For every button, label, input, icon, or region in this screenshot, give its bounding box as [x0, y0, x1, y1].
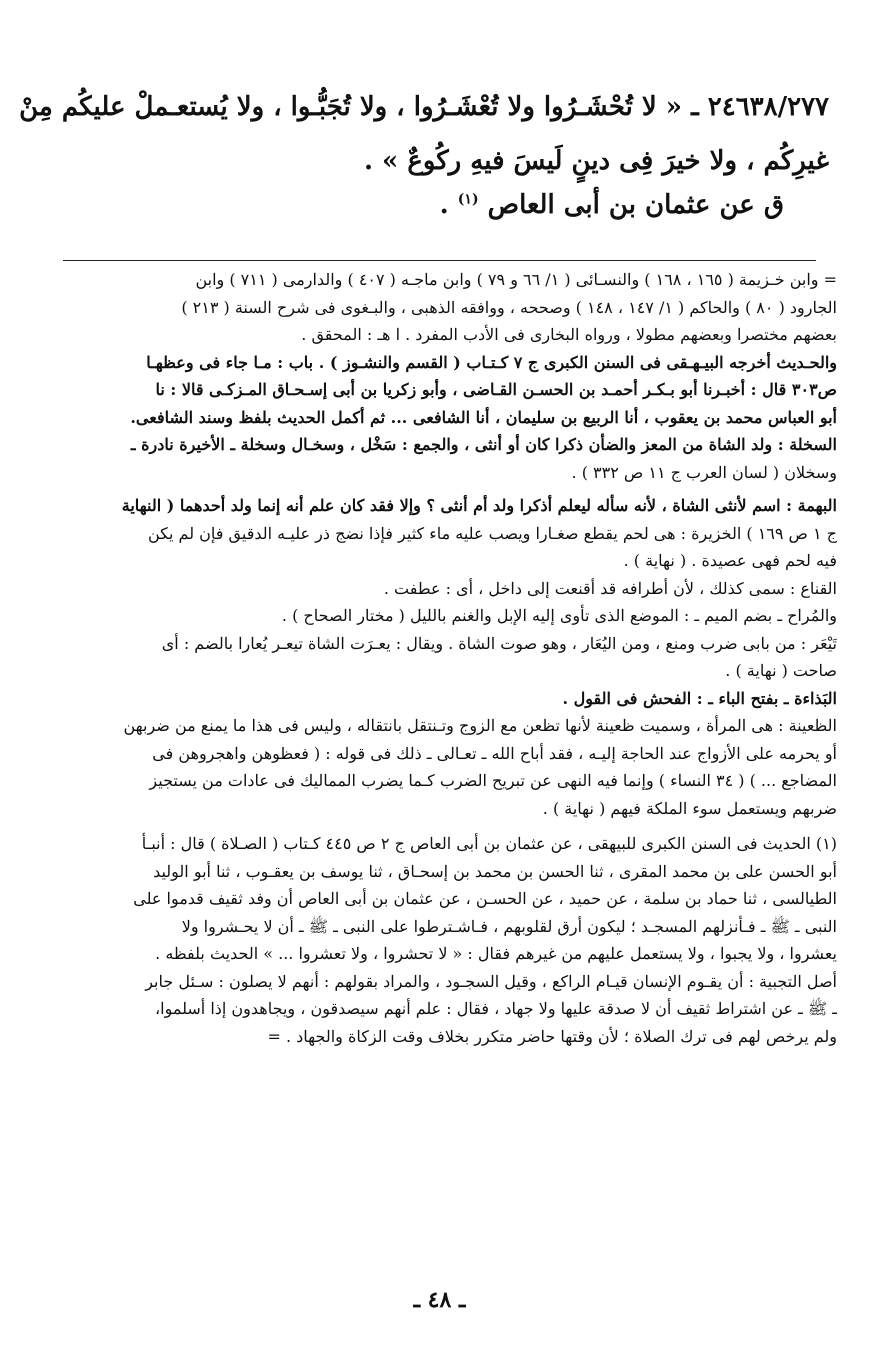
footnote-line: البهمة : اسم لأنثى الشاة ، لأنه سأله ليعلم أذكرا ولد أم أنثى ؟ وإلا فقد كان علم أنه إنما ولد أحدهما ( النهاية — [121, 496, 837, 515]
footnote-line: (١) الحديث فى السنن الكبرى للبيهقى ، عن عثمان بن أبى العاص ج ٢ ص ٤٤٥ كـتاب ( الصـلاة ) قال : أنبـأ — [141, 834, 837, 853]
footnotes — [36, 266, 837, 1050]
source-text: ق عن عثمان بن أبى العاص — [487, 190, 784, 220]
hadith-line: ٢٤٦٣٨/٢٧٧ ـ « لا تُحْشَـرُوا ولا تُعْشَـرُوا ، ولا تُجَبُّـوا ، ولا يُستعـملْ عليكُم مِنْ — [19, 92, 829, 122]
footnote-line: بعضهم مختصرا وبعضهم مطولا ، ورواه البخارى فى الأدب المفرد . ا هـ : المحقق . — [301, 325, 837, 344]
hadith-line: غيرِكُم ، ولا خيرَ فِى دينٍ لَيسَ فيهِ ركُوعٌ » . — [363, 146, 829, 176]
footnote-line: السخلة : ولد الشاة من المعز والضأن ذكرا كان أو أنثى ، والجمع : سَخْل ، وسخـال وسخلة ـ الأخيرة نادرة ـ — [130, 435, 837, 454]
footnote-line: ضربهم ويستعمل سوء الملكة فيهم ( نهاية ) . — [542, 798, 837, 818]
footnote-line: الظعينة : هى المرأة ، وسميت ظعينة لأنها تظعن مع الزوج وتـنتقل بانتقاله ، وليس فى هذا ما يمنع من ضربهن — [123, 716, 837, 735]
footnote-line: يعشروا ، ولا يجبوا ، ولا يستعمل عليهم من غيرهم فقال : « لا تحشروا ، ولا تعشروا ... » الحديث بلفظه . — [155, 944, 837, 963]
footnote-line: أبو العباس محمد بن يعقوب ، أنا الربيع بن سليمان ، أنا الشافعى ... ثم أكمل الحديث بلفظ وسند الشافعى. — [130, 407, 837, 427]
footnote-line: البَذاءة ـ بفتح الباء ـ : الفحش فى القول . — [562, 688, 837, 708]
footnote-line: أبو الحسن على بن محمد المقرى ، ثنا الحسن بن محمد بن إسحـاق ، ثنا يوسف بن يعقـوب ، ثنا أبو الوليد — [153, 861, 837, 881]
footnote-line: صاحت ( نهاية ) . — [725, 661, 837, 680]
footnote-line: الطيالسى ، ثنا حماد بن سلمة ، عن حميد ، عن الحسـن ، عن عثمان بن أبى العاص أن وفد ثقيف قدموا على — [133, 889, 837, 908]
page-number: ـ ٤٨ ـ — [413, 1287, 466, 1313]
footnote-line: = وابن خـزيمة ( ١٦٥ ، ١٦٨ ) والنسـائى ( ١/ ٦٦ و ٧٩ ) وابن ماجـه ( ٤٠٧ ) والدارمى ( ٧١١ ) وابن — [195, 270, 837, 289]
footnote-line: ـ ﷺ ـ عن اشتراط ثقيف أن لا صدقة عليها ولا جهاد ، فقال : علم أنهم سيصدقون ، ويجاهدون إذا أسلموا، — [154, 999, 837, 1018]
footnote-line: المضاجع ... ) ( ٣٤ النساء ) وإنما فيه النهى عن تبريح الضرب كـما يضرب المماليك فى عادات من يستجيز — [149, 771, 837, 790]
footnote-line: أصل التجبية : أن يقـوم الإنسان قيـام الراكع ، وقيل السجـود ، والمراد بقولهم : أنهم لا يصلون : سـئل جابر — [145, 971, 837, 991]
footnote-line: القناع : سمى كذلك ، لأن أطرافه قد أقنعت إلى داخل ، أى : عطفت . — [383, 578, 837, 598]
footnote-line: فيه لحم فهى عصيدة . ( نهاية ) . — [623, 551, 837, 570]
footnote-line: والمُراح ـ بضم الميم ـ : الموضع الذى تأوى إليه الإبل والغنم بالليل ( مختار الصحاح ) . — [281, 606, 837, 625]
footnote-line: الجارود ( ٨٠ ) والحاكم ( ١/ ١٤٧ ، ١٤٨ ) وصححه ، ووافقه الذهبى ، والبـغوى فى شرح السنة ( ٢١٣ ) — [181, 297, 837, 317]
hadith-text — [19, 80, 829, 188]
footnote-line: والحـديث أخرجه البيـهـقى فى السنن الكبرى ج ٧ كـتـاب ( القسم والنشـوز ) . باب : مـا جاء فى وعظهـا — [146, 352, 837, 372]
footnote-line: ص٣٠٣ قال : أخبـرنا أبو بـكـر أحمـد بن الحسـن القـاضى ، وأبو زكريا بن أبى إسـحـاق المـزكـى قالا : نا — [155, 380, 837, 399]
footnote-line: وسخلان ( لسان العرب ج ١١ ص ٣٣٢ ) . — [571, 462, 837, 482]
footnote-line: ولم يرخص لهم فى ترك الصلاة ؛ لأن وقتها حاضر متكرر بخلاف وقت الزكاة والجهاد . = — [267, 1026, 837, 1046]
footnote-line: النبى ـ ﷺ ـ فـأنزلهم المسجـد ؛ ليكون أرق لقلوبهم ، فـاشـترطوا على النبى ـ ﷺ ـ أن لا يحـشروا ولا — [181, 916, 837, 936]
footnote-separator — [63, 260, 816, 261]
source-end: . — [439, 190, 449, 220]
footnote-reference: (١) — [457, 191, 479, 208]
hadith-source — [440, 190, 784, 220]
footnote-line: ج ١ ص ١٦٩ ) الخزيرة : هى لحم يقطع صغـارا ويصب عليه ماء كثير فإذا نضج ذر عليـه الدقيق فإن لم يكن — [148, 523, 837, 543]
footnote-line: تَيْعَر : من بابى ضرب ومنع ، ومن اليُعَار ، وهو صوت الشاة . ويقال : يعـرَت الشاة تيعـر يُعارا بالضم : أى — [161, 633, 837, 653]
footnote-line: أو يحرمه على الأزواج عند الحاجة إليـه ، فقد أباح الله ـ تعـالى ـ ذلك فى قوله : ( فعظوهن واهجروهن فى — [152, 743, 837, 763]
